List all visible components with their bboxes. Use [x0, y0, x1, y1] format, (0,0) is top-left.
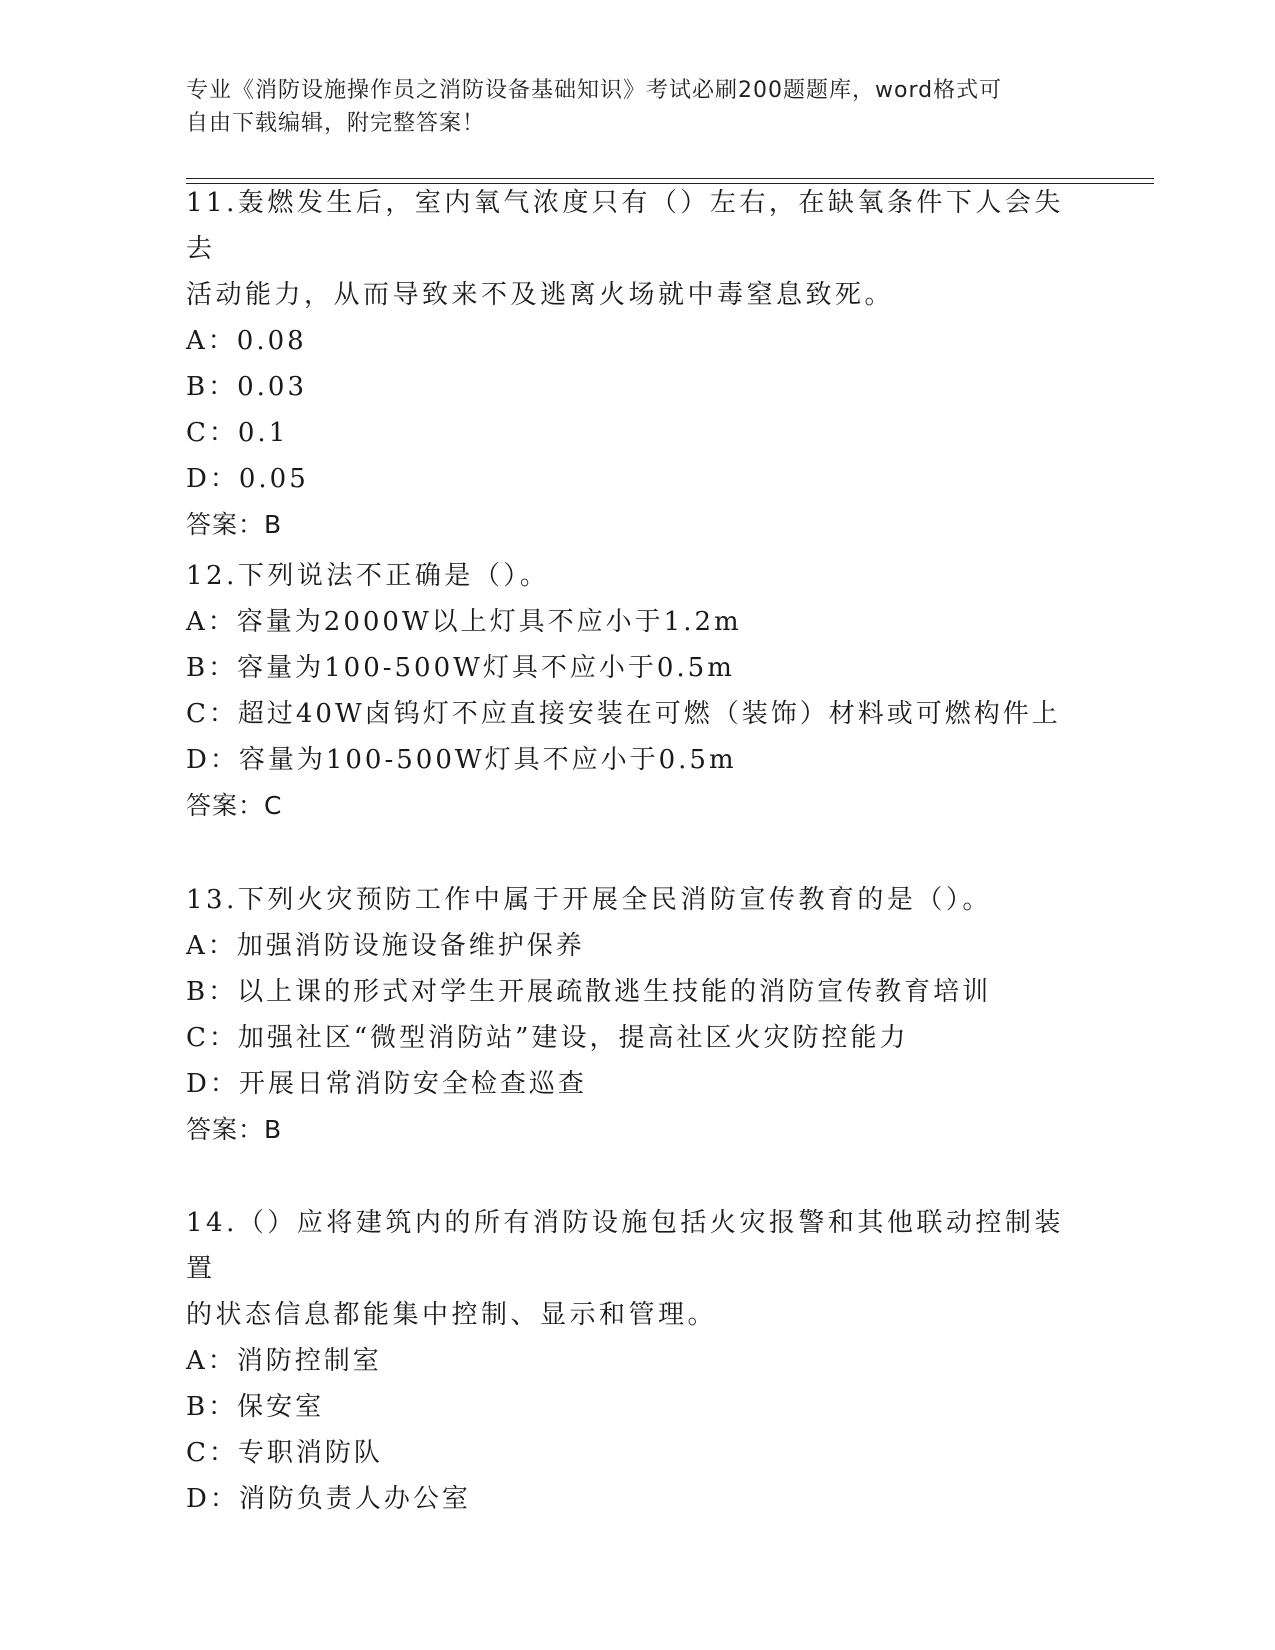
option-a: A：0.08 — [186, 326, 307, 356]
option-c: C：加强社区“微型消防站”建设，提高社区火灾防控能力 — [186, 1023, 909, 1053]
option-b: B：保安室 — [186, 1392, 325, 1422]
option-d: D：开展日常消防安全检查巡查 — [186, 1069, 587, 1099]
document-header — [186, 74, 1066, 140]
option-d: D：0.05 — [186, 464, 309, 494]
question-text-line: 12.下列说法不正确是（）。 — [186, 561, 550, 591]
option-c: C：专职消防队 — [186, 1438, 383, 1468]
option-b: B：容量为100-500W灯具不应小于0.5m — [186, 653, 735, 683]
header-line-2: 自由下载编辑，附完整答案！ — [186, 111, 486, 136]
option-b: B：以上课的形式对学生开展疏散逃生技能的消防宣传教育培训 — [186, 977, 992, 1007]
option-a: A：消防控制室 — [186, 1346, 382, 1376]
question-12 — [186, 553, 1086, 829]
question-text-line: 13.下列火灾预防工作中属于开展全民消防宣传教育的是（）。 — [186, 885, 992, 915]
header-line-1: 专业《消防设施操作员之消防设备基础知识》考试必刷200题题库，word格式可 — [186, 78, 1003, 103]
question-text-line: 的状态信息都能集中控制、显示和管理。 — [186, 1300, 718, 1330]
question-13 — [186, 877, 1086, 1153]
answer: 答案：C — [186, 791, 283, 820]
option-a: A：容量为2000W以上灯具不应小于1.2m — [186, 607, 742, 637]
answer: 答案：B — [186, 1115, 283, 1144]
option-d: D：消防负责人办公室 — [186, 1484, 471, 1514]
question-text-line: 活动能力，从而导致来不及逃离火场就中毒窒息致死。 — [186, 280, 895, 310]
option-a: A：加强消防设施设备维护保养 — [186, 931, 585, 961]
question-text-line: 14.（）应将建筑内的所有消防设施包括火灾报警和其他联动控制装置 — [186, 1208, 1064, 1284]
question-14 — [186, 1200, 1086, 1522]
answer: 答案：B — [186, 510, 283, 539]
option-b: B：0.03 — [186, 372, 307, 402]
question-11 — [186, 180, 1086, 548]
header-divider-thick — [186, 178, 1154, 179]
option-c: C：0.1 — [186, 418, 289, 448]
question-text-line: 11.轰燃发生后，室内氧气浓度只有（）左右，在缺氧条件下人会失去 — [186, 188, 1064, 264]
option-c: C：超过40W卤钨灯不应直接安装在可燃（装饰）材料或可燃构件上 — [186, 699, 1061, 729]
option-d: D：容量为100-500W灯具不应小于0.5m — [186, 745, 737, 775]
